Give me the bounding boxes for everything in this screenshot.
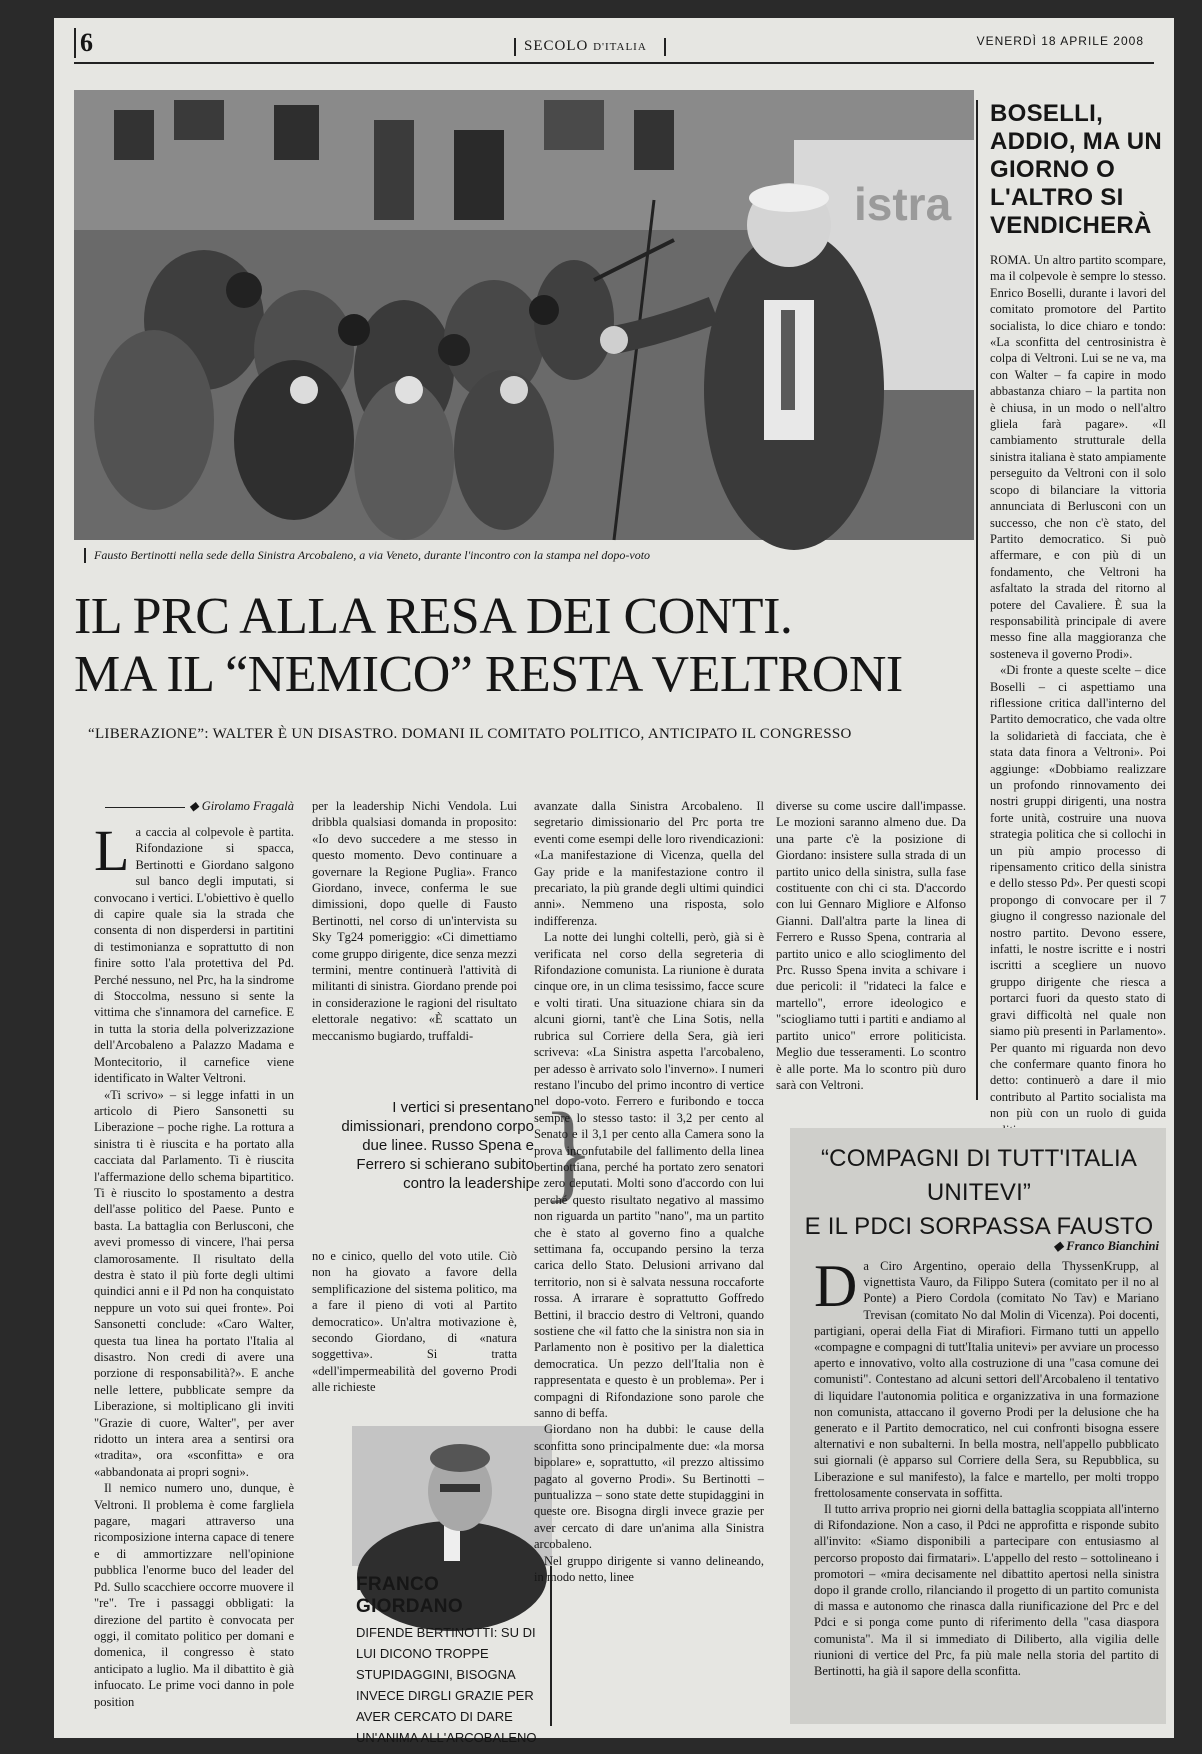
headline-line-2: MA IL “NEMICO” RESTA VELTRONI	[74, 646, 903, 703]
paragraph: diverse su come uscire dall'impasse. Le mozioni saranno almeno due. Da una parte c'è la posizione di Giordano: insistere sulla strada di un partito unico della sinistra, sulla fase costituente con chi ci sta. D'accordo con lui Gennaro Migliore e Alfonso Gianni. Dall'altra parte la linea di Ferrero e Russo Spena, contraria al partito unico e allo scioglimento del Prc. Russo Spena invita a schivare i due pericoli: il "ridateci la falce e martello", errore ideologico e "sciogliamo tutti i partiti e andiamo al partito unico" errore politicista. Meglio due tesseramenti. Lo scontro è alle porte. Ma lo scontro più duro sarà con Veltroni.	[776, 799, 966, 1092]
masthead	[74, 24, 1154, 64]
portrait-illustration	[352, 1426, 552, 1566]
paragraph: Il tutto arriva proprio nei giorni della battaglia scoppiata all'interno di Rifondazione. Non a caso, il Pdci ne approfitta e risponde subito all'invito: «Siamo disponibili a partecipare con entusiasmo al percorso proposto dai firmatari». L'appello del resto – sottolineano i promotori – «mira decisamente nel dibattito apertosi nella sinistra dopo il grande crollo, rilanciando il progetto di un partito comunista di massa e autonomo che rinasca dalla riunificazione del Prc e del Pdci e si ponga come punto di riferimento della "casa diaspora comunista". Ma il si immediato di Diliberto, alla vigilia delle riunioni di vertice del Prc, fa più male nella storia del partito di Bertinotti, ha già il sapore della sconfitta.	[814, 1502, 1159, 1679]
paragraph: avanzate dalla Sinistra Arcobaleno. Il segretario dimissionario del Prc porta tre eventi come esempi delle loro rivendicazioni: «La manifestazione di Vicenza, quella del Gay pride e la manifestazione contro il precariato, la più grande degli ultimi quindici anni». Nemmeno una risposta, solo indifferenza.	[534, 799, 764, 928]
article-column-3	[534, 798, 764, 1728]
pull-quote: I vertici si presentano dimissionari, prendono corpo due linee. Russo Spena e Ferrero si schierano subito contro la leadership	[341, 1099, 534, 1192]
giordano-text: DIFENDE BERTINOTTI: SU DI LUI DICONO TROPPE STUPIDAGGINI, BISOGNA INVECE DIRGLI GRAZIE PER AVER CERCATO DI DARE UN'ANIMA ALL'ARCOBALENO	[356, 1625, 537, 1745]
second-byline: ◆ Franco Bianchini	[1053, 1239, 1159, 1253]
photo-caption: Fausto Bertinotti nella sede della Sinistra Arcobaleno, a via Veneto, durante l'incontro con la stampa nel dopo-voto	[84, 548, 964, 563]
giordano-quote-box	[352, 1566, 552, 1745]
giordano-portrait	[352, 1426, 552, 1566]
photo-illustration	[74, 90, 974, 540]
sidebar-body	[990, 252, 1166, 1121]
second-article-body	[814, 1253, 1159, 1718]
paragraph: Il nemico numero uno, dunque, è Veltroni. Il problema è come fargliela pagare, magari attraverso una ricomposizione interna capace di tenere e di ammortizzare nell'opinione pubblica l'enorme buco del leader del Pd. Sullo scacchiere occorre muovere il "re". Tre i passaggi obbligati: la direzione del partito è convocata per oggi, il comitato politico per domani e domenica, il congresso è stato anticipato a luglio. Ma il dibattito è già infuocato. Le prime voci danno in pole position	[94, 1481, 294, 1709]
masthead-divider	[664, 38, 666, 56]
banner-text: istra	[854, 178, 952, 230]
dropcap: L	[94, 818, 130, 883]
issue-date: VENERDÌ 18 APRILE 2008	[976, 34, 1144, 48]
paragraph: «Di fronte a queste scelte – dice Boselli – ci aspettiamo una riflessione critica dall'interno del Partito democratico, che vada oltre la solidarietà di facciata, che è stata data finora a Veltroni». Poi aggiunge: «Dobbiamo realizzare un profondo rinnovamento dei nostri gruppi dirigenti, una nostra forte unità, costruire una nuova strategia politica che si collochi in un più ampio processo di ripensamento critico della sinistra e dello stesso Pd». Per questi scopi propongo di convocare per il 7 giugno il congresso nazionale del nostro partito. Devono essere, infatti, le nostre iscritte e i nostri iscritti a scegliere un nuovo gruppo dirigente che riesca a portarci fuori da questo stato di gravi difficoltà nel quale non siamo più presenti in Parlamento». Per quanto mi riguarda non devo che confermare quanto finora ho detto: continuerò a dare il mio contributo al Partito socialista ma non più con un ruolo di guida	[990, 663, 1166, 1121]
paragraph: a Ciro Argentino, operaio della ThyssenKrupp, al vignettista Vauro, da Filippo Sutera (comitato per il no al Ponte) a Piero Cordola (comitato No Tav) e Mariano Trevisan (comitato No dal Molin di Vicenza). Poi docenti, partigiani, operai della Fiat di Mirafiori. Firmano tutti un appello «compagne e compagni di tutt'Italia unitevi» per avviare un processo aperto e innovativo, volto alla costruzione di una "casa comune dei comunisti". Contestano ad alcuni settori dell'Arcobaleno il tentativo di liquidare l'autonomia politica e organizzativa in una formazione non comunista, attaccano il governo Prodi per la delusione che ha generato e il Partito democratico, nel cui confronti bisogna essere alternativi e non subalterni. In bella mostra, nell'appello pubblicato sui giornali (è apparso sul Corriere della Sera, su Repubblica, su Liberazione e sul manifesto), la falce e martello, per molti troppo frettolosamente conservata in soffitta.	[814, 1259, 1159, 1500]
byline: ◆ Girolamo Fragalà	[94, 798, 294, 814]
main-headline	[74, 588, 1004, 704]
page-number: 6	[74, 28, 93, 58]
pull-quote-brace: }	[542, 1090, 595, 1212]
second-headline	[794, 1142, 1164, 1244]
paragraph: Nel gruppo dirigente si vanno delineando, in modo netto, linee	[534, 1553, 764, 1585]
press-conference-photo	[74, 90, 974, 540]
main-subhead: “LIBERAZIONE”: WALTER È UN DISASTRO. DOMANI IL COMITATO POLITICO, ANTICIPATO IL CONGRESSO	[88, 726, 852, 742]
second-headline-line-1: “COMPAGNI DI TUTT'ITALIA UNITEVI”	[820, 1145, 1138, 1206]
paragraph: La notte dei lunghi coltelli, però, già si è verificata nel corso della segreteria di Rifondazione comunista. La riunione è durata cinque ore, in un clima tesissimo, facce scure e volti tirati. Una situazione chiara sin da alcuni giorni, tant'è che Lina Sotis, nella rubrica sul Corriere della Sera, già ieri scriveva: «La Sinistra aspetta l'arcobaleno, per adesso è arrivato solo l'inverno». I numeri restano l'incubo del primo incontro di vertice nel dopo-voto. Ferrero e furibondo e tocca sempre lo stesso tasto: il 3,2 per cento al Senato e il 3,1 per cento alla Camera sono la prova inconfutabile del fallimento della linea bertinottiana, perché ha portato zero senatori e zero deputati. Molti sono d'accordo con lui perché questo risultato negativo al massimo non riguarda un partito "nano", ma un partito che è stato al governo fino a qualche settimana fa, occupando persino la terza carica dello Stato. Delusioni arrivano dal territorio, non si è salvata nessuna roccaforte rossa. A irrarare è soprattutto Goffredo Bettini, il braccio destro di Veltroni, quando sostiene che «il fatto che la sinistra non sia in Parlamento non è positivo per la dialettica democratica. Un pezzo dell'Italia non è rappresentata e questo è un problema». Per i compagni di Rifondazione sono parole che sanno di beffa.	[534, 930, 764, 1421]
article-column-2-bottom	[312, 1248, 517, 1418]
sidebar-article	[976, 100, 1166, 1121]
dropcap: D	[814, 1253, 858, 1319]
paragraph: a caccia al colpevole è partita. Rifondazione si spacca, Bertinotti e Giordano salgono sul banco degli imputati, si convocano i vertici. L'obiettivo è quello di capire quale sia la strada che consenta di non disperdersi in partitini di testimonianza e soprattutto di non finire sotto l'ala protettiva del Pd. Perché nessuno, nel Prc, ha la sindrome di Stoccolma, nessuno si sente la vittima che s'innamora del carnefice. E in tutta la storia della polverizzazione dell'Arcobaleno a Palazzo Madama e Montecitorio, il carnefice viene identificato in Walter Veltroni.	[94, 825, 294, 1086]
paragraph: no e cinico, quello del voto utile. Ciò non ha giovato a favore della semplificazione del sistema politico, ma a fare il pieno di voti al Partito democratico». Un'altra motivazione è, secondo Giordano, di «natura soggettiva». Si tratta «dell'impermeabilità del governo Prodi alle richieste	[312, 1249, 517, 1395]
giordano-name: FRANCO GIORDANO	[356, 1574, 463, 1617]
newspaper-page	[54, 18, 1174, 1745]
newspaper-name: SECOLO D'ITALIA	[524, 38, 647, 54]
paragraph: per la leadership Nichi Vendola. Lui dribbla qualsiasi domanda in proposito: «Io devo succedere a me stesso in questo momento. Devo continuare a governare la Regione Puglia». Franco Giordano, invece, conferma le sue dimissioni, dopo quelle di Fausto Bertinotti, nel corso di un'intervista su Sky Tg24 pomeriggio: «Ci dimettiamo come gruppo dirigente, dice senza mezzi termini, mentre continuerà l'attività di militanti di sinistra. Giordano prende poi in considerazione le ragioni del risultato elettorale negativo: «È scattato un meccanismo bugiardo, truffaldi-	[312, 799, 517, 1043]
headline-line-1: IL PRC ALLA RESA DEI CONTI.	[74, 588, 793, 645]
second-headline-line-2: E IL PDCI SORPASSA FAUSTO	[804, 1213, 1154, 1240]
article-column-2-top	[312, 798, 517, 1058]
paragraph: «Ti scrivo» – si legge infatti in un articolo di Piero Sansonetti su Liberazione – poche righe. La rottura a sinistra ti è riuscita e ha portato alla cacciata dal Parlamento. Ti è riuscita l'affermazione dello schema bipartitico. Ti è riuscito lo spostamento a destra dell'asse politico del Paese. Punto e basta. La battaglia con Berlusconi, che avevi promesso di vincere, l'hai persa clamorosamente. Il risultato della destra è stato il più forte degli ultimi quindici anni e il Pd non ha conquistato neppure un voto sui quei fronte». Poi Sansonetti conclude: «Caro Walter, questa tua linea ha portato l'Italia al disastro. Non credi di avere una porzione di responsabilità?». E anche nelle lettere, pubblicate sempre da Liberazione, si moltiplicano gli inviti "Grazie di cuore, Walter", per aver ridotto un intera area a sentirsi ora «tradita», ora «sconfitta» e ora «abbandonata ai propri sogni».	[94, 1087, 294, 1479]
sidebar-headline: BOSELLI, ADDIO, MA UN GIORNO O L'ALTRO SI VENDICHERÀ	[990, 100, 1163, 239]
article-column-1	[94, 798, 294, 1728]
paragraph: ROMA. Un altro partito scompare, ma il colpevole è sempre lo stesso. Enrico Boselli, durante i lavori del comitato promotore del Partito socialista, lo dice chiaro e tondo: «La sconfitta del centrosinistra è colpa di Veltroni. Lui se ne va, ma con Walter – fa capire in modo abbastanza chiaro – la partita non è chiusa, in un modo o nell'altro gliela farà pagare». «Il cambiamento strutturale della sinistra italiana è stato ampiamente perseguito da Veltroni con il solo scopo di bilanciare la vittoria annunciata di Berlusconi con un successo, che non c'è stato, del Partito democratico. Si può affermare, e con più di un fondamento, che Veltroni ha asfaltato la strada del ritorno al potere del Cavaliere. È sua la responsabilità principale di avere messo fine alla maggioranza che sosteneva il governo Prodi».	[990, 253, 1166, 661]
paragraph: Giordano non ha dubbi: le cause della sconfitta sono principalmente due: «la morsa bipolare» e, soprattutto, «il prezzo altissimo pagato al governo Prodi». Su Bertinotti – puntualizza – sono state dette stupidaggini in queste ore. Bisogna dirgli invece grazie per aver cercato di dare un'anima alla Sinistra arcobaleno.	[534, 1422, 764, 1552]
masthead-divider	[514, 38, 516, 56]
article-column-4	[776, 798, 966, 1098]
